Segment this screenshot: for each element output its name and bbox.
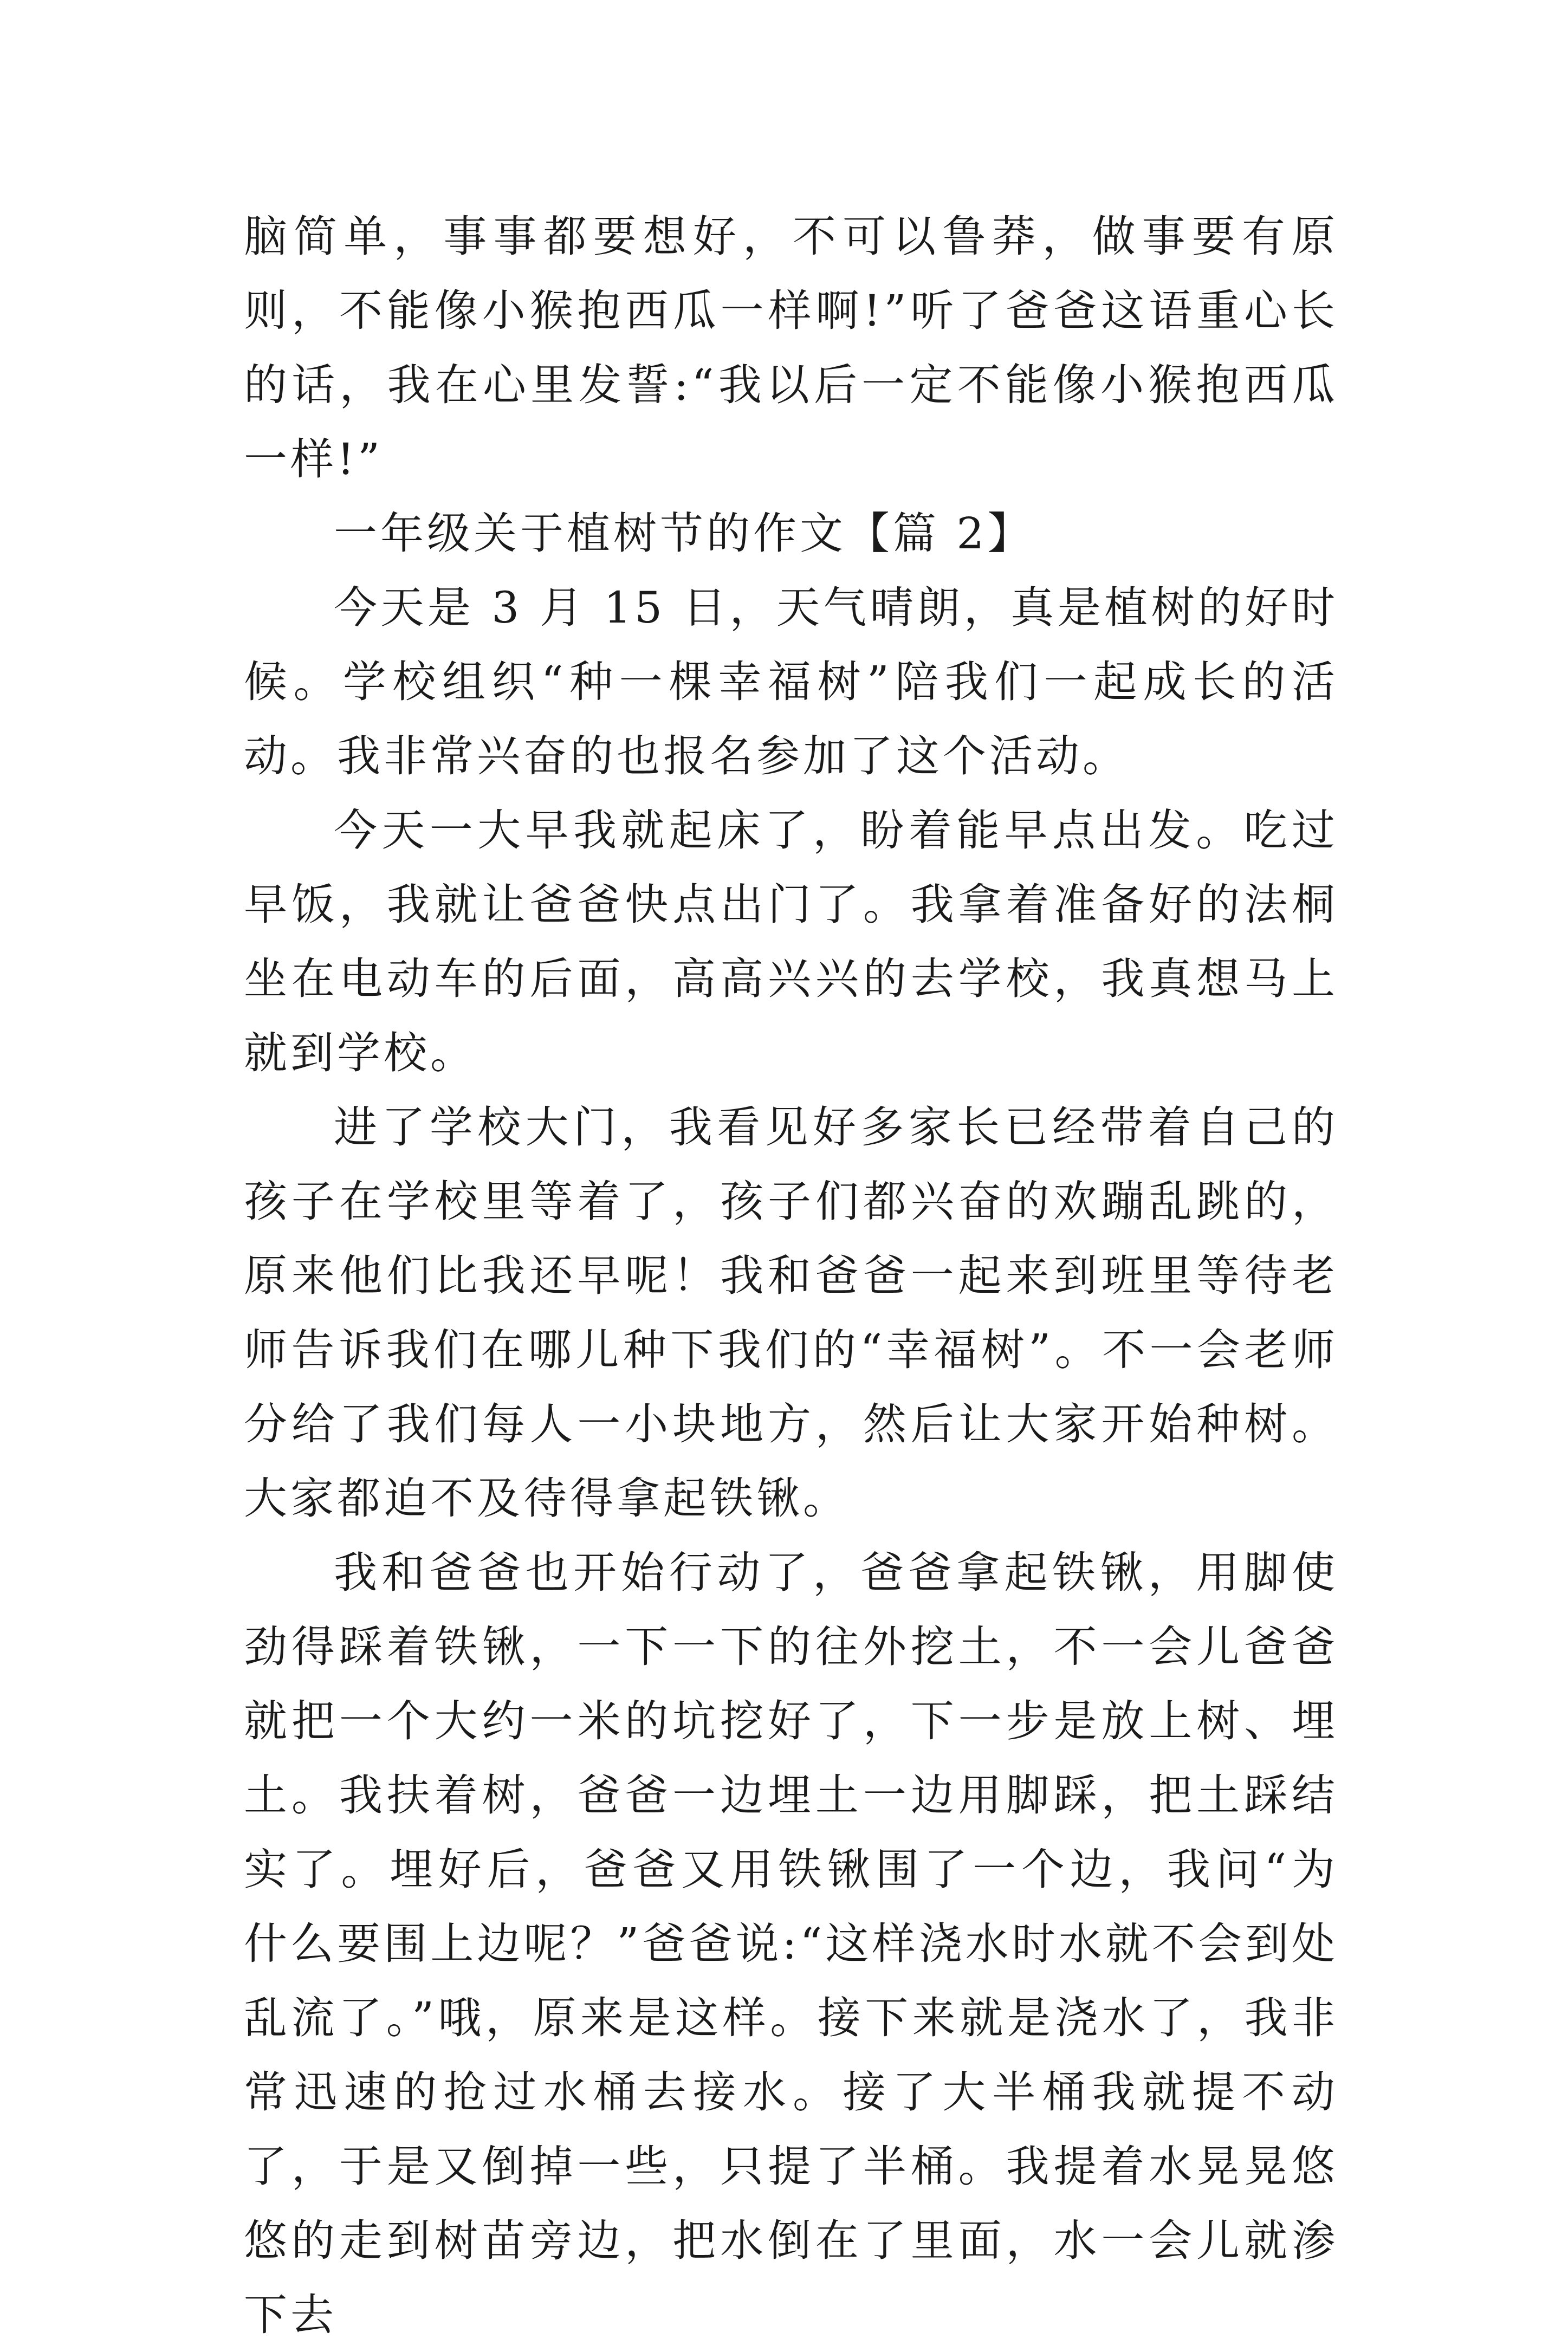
document-body xyxy=(244,199,1338,2352)
paragraph: 今天是 3 月 15 日，天气晴朗，真是植树的好时候。学校组织“种一棵幸福树”陪我们一起成长的活动。我非常兴奋的也报名参加了这个活动。 xyxy=(244,582,1338,781)
paragraph: 我和爸爸也开始行动了，爸爸拿起铁锹，用脚使劲得踩着铁锹，一下一下的往外挖土，不一会儿爸爸就把一个大约一米的坑挖好了，下一步是放上树、埋土。我扶着树，爸爸一边埋土一边用脚踩，把土踩结实了。埋好后，爸爸又用铁锹围了一个边，我问“为什么要围上边呢？”爸爸说:“这样浇水时水就不会到处乱流了。”哦，原来是这样。接下来就是浇水了，我非常迅速的抢过水桶去接水。接了大半桶我就提不动了，于是又倒掉一些，只提了半桶。我提着水晃晃悠悠的走到树苗旁边，把水倒在了里面，水一会儿就渗下去 xyxy=(244,1547,1338,2340)
section-heading: 一年级关于植树节的作文【篇 2】 xyxy=(334,508,1034,559)
paragraph: 进了学校大门，我看见好多家长已经带着自己的孩子在学校里等着了，孩子们都兴奋的欢蹦乱跳的，原来他们比我还早呢！我和爸爸一起来到班里等待老师告诉我们在哪儿种下我们的“幸福树”。不一会老师分给了我们每人一小块地方，然后让大家开始种树。大家都迫不及待得拿起铁锹。 xyxy=(244,1102,1338,1524)
paragraph: 今天一大早我就起床了，盼着能早点出发。吃过早饭，我就让爸爸快点出门了。我拿着准备好的法桐坐在电动车的后面，高高兴兴的去学校，我真想马上就到学校。 xyxy=(244,805,1338,1078)
paragraph-continuation: 脑简单，事事都要想好，不可以鲁莽，做事要有原则，不能像小猴抱西瓜一样啊!”听了爸爸这语重心长的话，我在心里发誓:“我以后一定不能像小猴抱西瓜一样!” xyxy=(244,211,1338,484)
